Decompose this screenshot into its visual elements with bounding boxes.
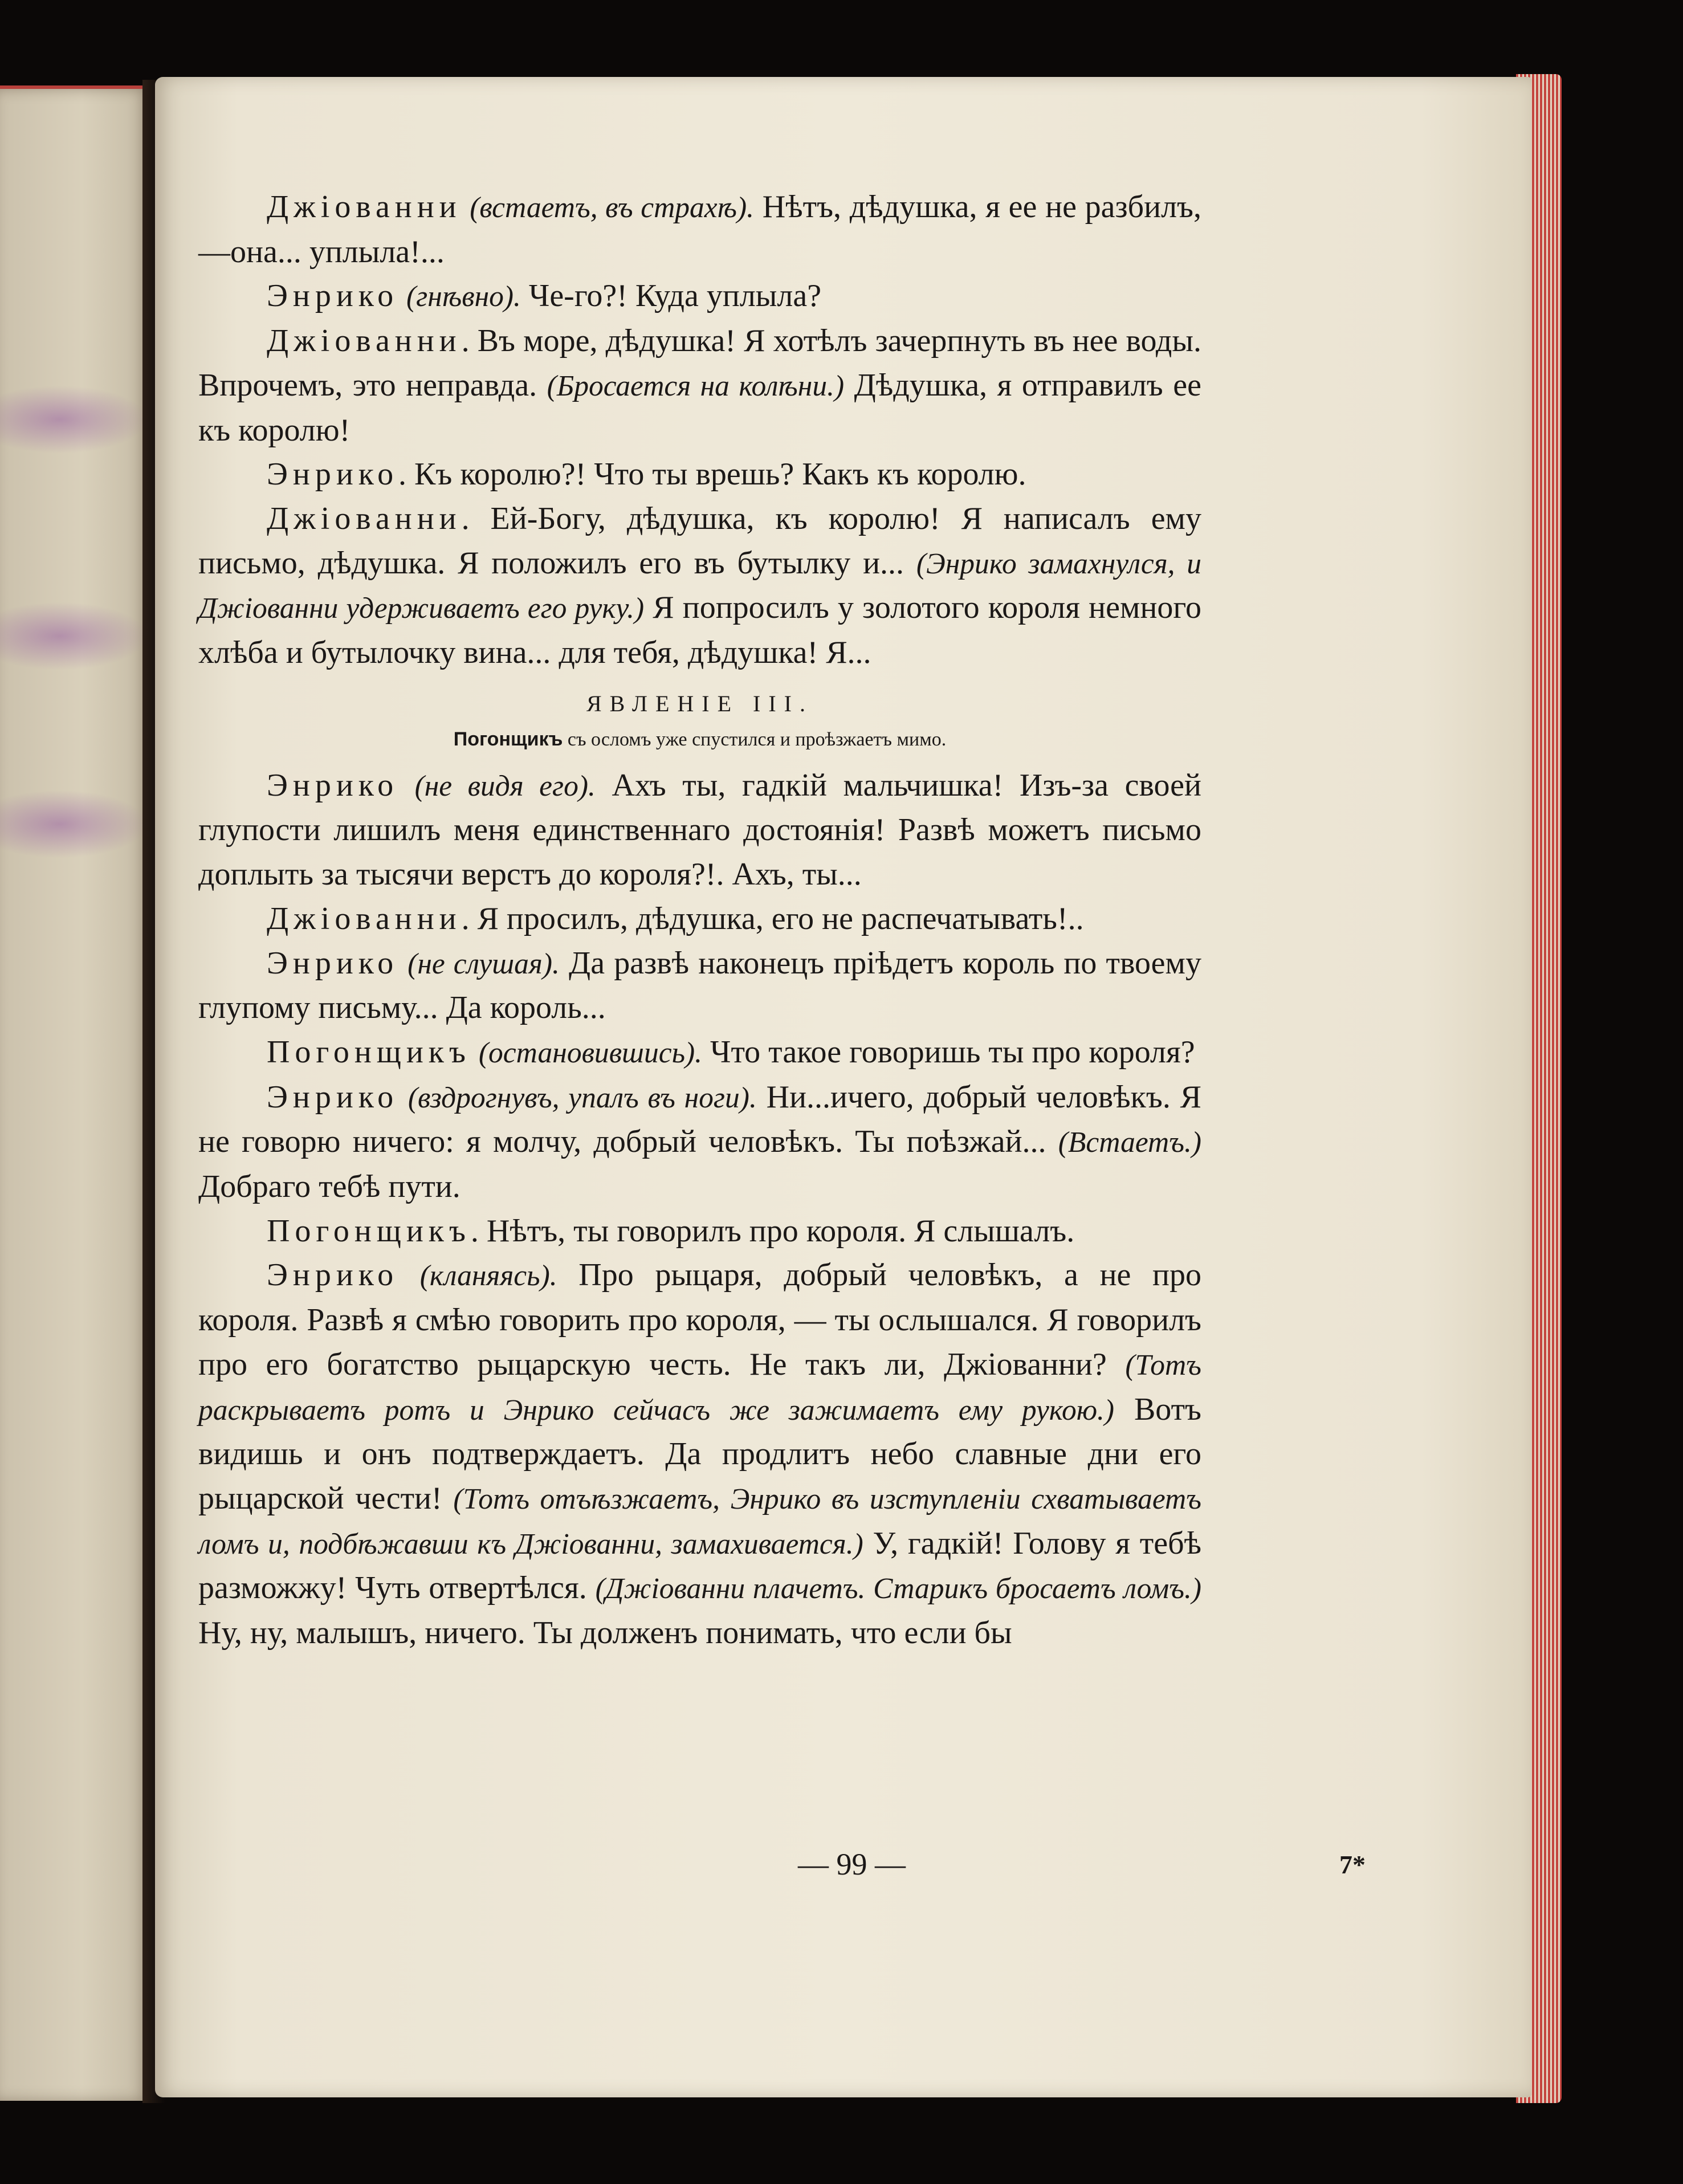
speech-text: Добраго тебѣ пути. xyxy=(198,1169,461,1205)
dialogue-paragraph xyxy=(198,897,1201,942)
speech-text: Вотъ видишь и онъ подтверждаетъ. Да продлитъ небо славные дни его рыцарской чести! xyxy=(198,1391,1201,1516)
stage-direction: (Встаетъ.) xyxy=(1058,1126,1201,1159)
speech-text xyxy=(398,1079,408,1115)
speech-text xyxy=(398,768,415,803)
stage-direction: (не видя его). xyxy=(414,769,596,802)
page-number: — 99 — xyxy=(798,1847,906,1881)
stage-direction: (Энрико замахнулся, и Джіованни удерживаетъ его руку.) xyxy=(198,547,1201,625)
speech-text xyxy=(471,1034,479,1070)
left-page-edge xyxy=(0,85,149,2101)
speech-text xyxy=(398,1257,420,1293)
dialogue-paragraph xyxy=(198,1209,1201,1254)
speaker-name: Энрико xyxy=(267,278,399,314)
speaker-name: Энрико xyxy=(267,457,399,492)
speech-text: . Я просилъ, дѣдушка, его не распечатывать!.. xyxy=(461,901,1084,936)
speech-text: Че-го?! Куда уплыла? xyxy=(520,278,822,314)
stage-direction: (Тотъ отъѣзжаетъ, Энрико въ изступленіи схватываетъ ломъ и, подбѣжавши къ Джіованни, замахивается.) xyxy=(198,1482,1201,1560)
speech-text: . Къ королю?! Что ты врешь? Какъ къ королю. xyxy=(398,457,1026,492)
dialogue-paragraph xyxy=(198,942,1201,1030)
speech-text: Да развѣ наконецъ пріѣдетъ король по твоему глупому письму... Да король... xyxy=(198,945,1201,1026)
scene-description-text: съ осломъ уже спустился и проѣзжаетъ мимо. xyxy=(563,728,947,750)
speech-text: Ахъ ты, гадкій мальчишка! Изъ-за своей глупости лишилъ меня единственнаго достоянія! Развѣ можетъ письмо доплыть за тысячи верстъ до короля?!. Ахъ, ты... xyxy=(198,767,1202,893)
speech-text: . Въ море, дѣдушка! Я хотѣлъ зачерпнуть въ нее воды. Впрочемъ, это неправда. xyxy=(198,323,1201,403)
speech-text xyxy=(398,278,406,313)
speech-text: Я попросилъ у золотого короля немного хлѣба и бутылочку вина... для тебя, дѣдушка! Я... xyxy=(198,590,1201,671)
dialogue-paragraph xyxy=(198,274,1201,319)
speech-text: Дѣдушка, я отправилъ ее къ королю! xyxy=(198,367,1201,448)
scene-title: ЯВЛЕНІЕ III. xyxy=(586,690,813,716)
speaker-name: Джіованни xyxy=(267,901,462,936)
speech-text: Ну, ну, малышъ, ничего. Ты долженъ понимать, что если бы xyxy=(198,1615,1012,1651)
dialogue-paragraph xyxy=(198,1075,1201,1209)
ink-stain xyxy=(0,790,149,858)
scene-description-character: Погонщикъ xyxy=(453,728,563,750)
speaker-name: Энрико xyxy=(267,767,399,803)
signature-mark: 7* xyxy=(1339,1850,1366,1879)
stage-direction: (вздрогнувъ, упалъ въ ноги). xyxy=(407,1081,757,1114)
speech-text: Что такое говоришь ты про короля? xyxy=(702,1034,1195,1070)
speech-text: Нѣтъ, дѣдушка, я ее не разбилъ,—она... уплыла!... xyxy=(198,189,1201,270)
stage-direction: (не слушая). xyxy=(407,947,560,980)
speaker-name: Джіованни xyxy=(267,500,462,536)
dialogue-paragraph xyxy=(198,764,1201,897)
dialogue-paragraph xyxy=(198,453,1201,497)
speech-text: У, гадкій! Голову я тебѣ разможжу! Чуть отвертѣлся. xyxy=(198,1525,1201,1606)
speech-text: Про рыцаря, добрый человѣкъ, а не про короля. Развѣ я смѣю говорить про короля, — ты ослышался. Я говорилъ про его богатство рыцарскую честь. Не такъ ли, Джіованни? xyxy=(198,1257,1202,1382)
dialogue-paragraph xyxy=(198,185,1201,274)
dialogue-paragraph xyxy=(198,1253,1201,1655)
speaker-name: Погонщикъ xyxy=(267,1034,471,1070)
speaker-name: Джіованни xyxy=(267,323,462,359)
stage-direction: (кланяясь). xyxy=(419,1260,557,1293)
speaker-name: Энрико xyxy=(267,945,399,981)
dialogue-paragraph xyxy=(198,497,1201,675)
stage-direction: (Джіованни плачетъ. Старикъ бросаетъ ломъ.) xyxy=(595,1572,1201,1606)
stage-direction: (встаетъ, въ страхѣ). xyxy=(470,191,755,224)
speaker-name: Погонщикъ xyxy=(267,1213,471,1249)
speech-text: . Нѣтъ, ты говорилъ про короля. Я слышалъ. xyxy=(470,1213,1075,1249)
ink-stain xyxy=(0,385,149,454)
speech-text xyxy=(462,189,470,225)
dialogue-block-2 xyxy=(198,764,1201,1656)
page-text xyxy=(198,185,1201,1656)
stage-direction: (гнѣвно). xyxy=(406,280,521,313)
speaker-name: Энрико xyxy=(267,1257,399,1293)
speech-text: . Ей-Богу, дѣдушка, къ королю! Я написалъ ему письмо, дѣдушка. Я положилъ его въ бутылку и... xyxy=(198,500,1201,581)
dialogue-paragraph xyxy=(198,1030,1201,1075)
dialogue-paragraph xyxy=(198,319,1201,453)
speech-text xyxy=(398,946,407,981)
stage-direction: (Бросается на колѣни.) xyxy=(547,369,845,402)
stage-direction: (остановившись). xyxy=(478,1036,703,1069)
speaker-name: Джіованни xyxy=(267,189,462,225)
speaker-name: Энрико xyxy=(267,1079,399,1115)
scene-description xyxy=(198,723,1201,756)
ink-stain xyxy=(0,602,149,670)
stage-direction: (Тотъ раскрываетъ ротъ и Энрико сейчасъ же зажимаетъ ему рукою.) xyxy=(198,1348,1201,1427)
dialogue-block-1 xyxy=(198,185,1201,675)
speech-text: Ни...ичего, добрый человѣкъ. Я не говорю ничего: я молчу, добрый человѣкъ. Ты поѣзжай... xyxy=(198,1079,1201,1160)
